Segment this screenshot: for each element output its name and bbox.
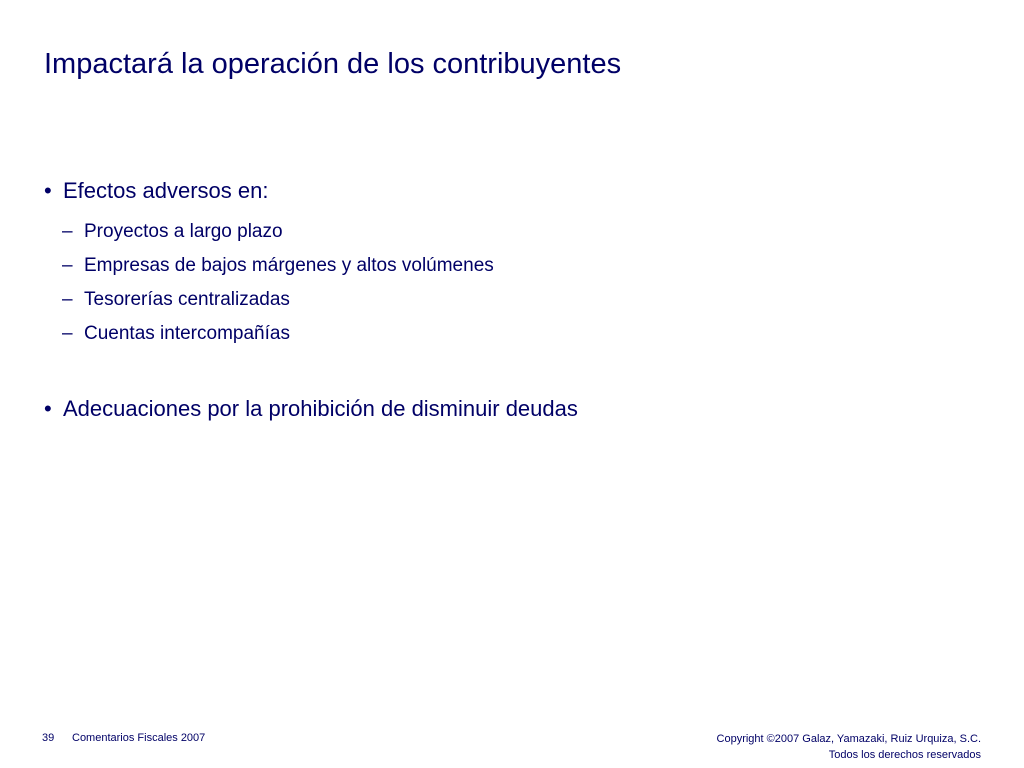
dash-marker: – xyxy=(62,323,73,344)
copyright-text: Copyright ©2007 Galaz, Yamazaki, Ruiz Urquiza, S.C. xyxy=(716,733,981,745)
sub-bullet-item xyxy=(62,255,494,277)
sub-bullet-text: Empresas de bajos márgenes y altos volúmenes xyxy=(84,255,494,276)
bullet-text: Efectos adversos en: xyxy=(63,178,269,203)
sub-bullet-text: Tesorerías centralizadas xyxy=(84,289,290,310)
bullet-marker: • xyxy=(44,178,52,203)
footer-title: Comentarios Fiscales 2007 xyxy=(72,732,206,744)
sub-bullet-text: Cuentas intercompañías xyxy=(84,323,290,344)
footer-copyright-block xyxy=(717,731,981,763)
dash-marker: – xyxy=(62,289,73,310)
sub-bullet-item xyxy=(62,323,290,345)
slide-title: Impactará la operación de los contribuyentes xyxy=(44,48,622,80)
bullet-text: Adecuaciones por la prohibición de disminuir deudas xyxy=(63,396,578,421)
bullet-item xyxy=(44,178,268,204)
sub-bullet-item xyxy=(62,221,283,243)
dash-marker: – xyxy=(62,221,73,242)
rights-text: Todos los derechos reservados xyxy=(828,749,981,761)
sub-bullet-item xyxy=(62,289,290,311)
dash-marker: – xyxy=(62,255,73,276)
sub-bullet-text: Proyectos a largo plazo xyxy=(84,221,283,242)
page-number: 39 xyxy=(42,732,55,744)
bullet-item xyxy=(44,396,578,422)
bullet-marker: • xyxy=(44,396,52,421)
